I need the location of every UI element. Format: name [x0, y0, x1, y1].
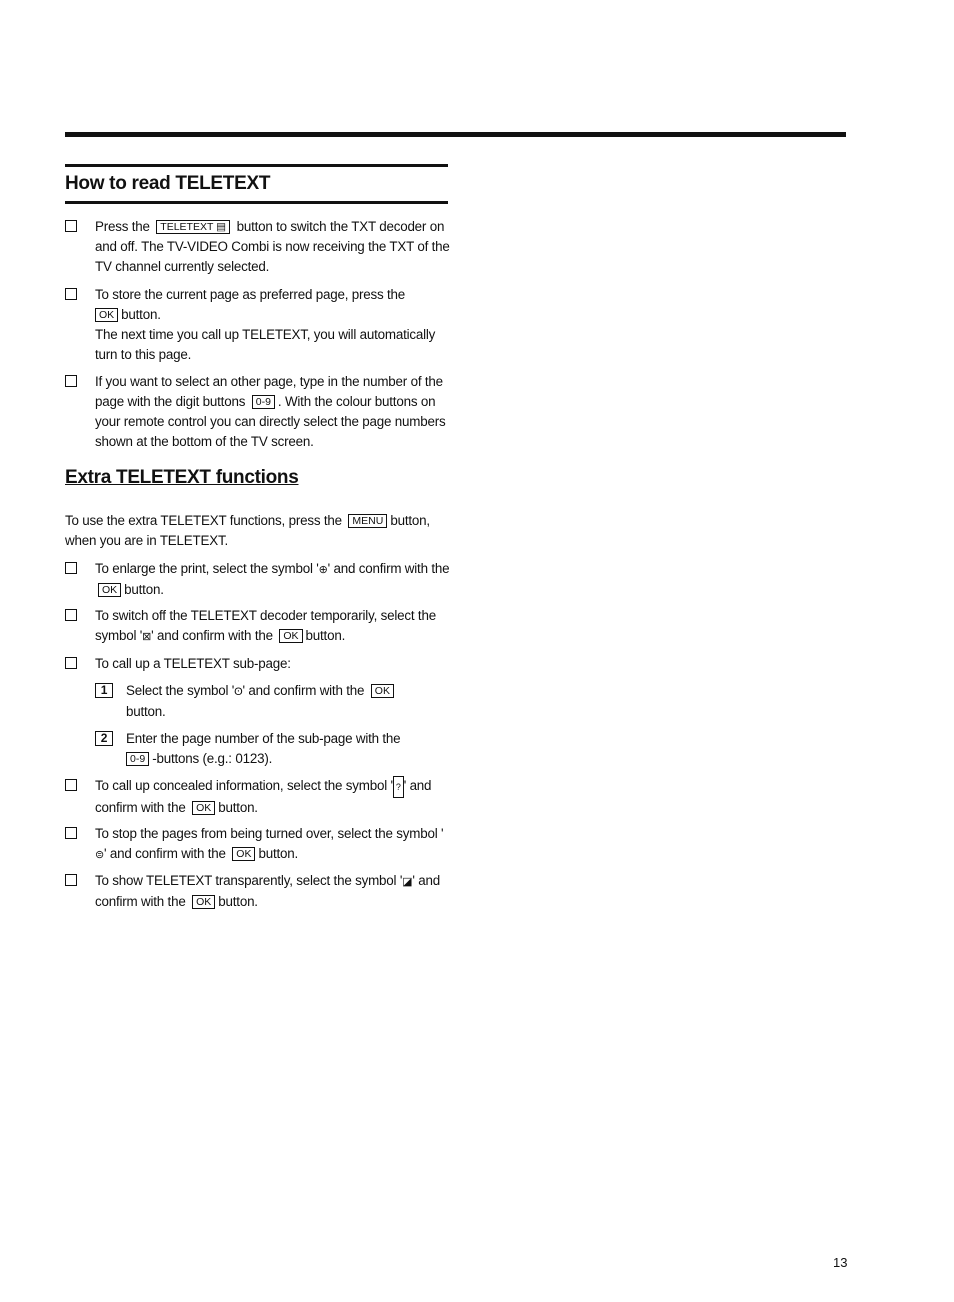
- list-item: If you want to select an other page, type in the number of the page with the digit buttons 0-9 . With the colour buttons on your remote control you can directly select the page numbers shown at the bottom of the TV screen.: [65, 372, 450, 452]
- decoder-off-icon: ⊠: [142, 631, 152, 643]
- menu-key: MENU: [348, 514, 387, 528]
- page-number: 13: [833, 1255, 848, 1270]
- digit-key: 0-9: [252, 395, 275, 409]
- list-item: To switch off the TELETEXT decoder temporarily, select the symbol '⊠' and confirm with the OK button.: [65, 606, 450, 647]
- ok-key: OK: [98, 583, 121, 597]
- heading-rule-bottom: [65, 201, 448, 204]
- ok-key: OK: [192, 895, 215, 909]
- checkbox-bullet: [65, 874, 77, 886]
- list-item: To show TELETEXT transparently, select the symbol '◪' and confirm with the OK button.: [65, 871, 450, 912]
- top-rule: [65, 132, 846, 137]
- ok-key: OK: [192, 801, 215, 815]
- intro-paragraph: To use the extra TELETEXT functions, press the MENU button, when you are in TELETEXT.: [65, 513, 430, 548]
- digit-key: 0-9: [126, 752, 149, 766]
- list-item: To stop the pages from being turned over, select the symbol '⊜' and confirm with the OK button.: [65, 824, 450, 865]
- section-title-read-teletext: How to read TELETEXT: [65, 173, 271, 194]
- heading-rule-top: [65, 164, 448, 167]
- list-item: To store the current page as preferred page, press the OK button. The next time you call up TELETEXT, you will automatically turn to this page.: [65, 285, 450, 365]
- enlarge-icon: ⊕: [318, 564, 328, 576]
- section-title-extra-teletext: Extra TELETEXT functions: [65, 467, 299, 488]
- ok-key: OK: [371, 684, 394, 698]
- numbered-step: 2 Enter the page number of the sub-page with the 0-9 -buttons (e.g.: 0123).: [95, 729, 450, 769]
- mix-icon: ◪: [402, 876, 413, 888]
- checkbox-bullet: [65, 657, 77, 669]
- checkbox-bullet: [65, 220, 77, 232]
- hold-icon: ⊜: [95, 849, 105, 861]
- list-item: Press the TELETEXT ▤ button to switch the TXT decoder on and off. The TV-VIDEO Combi is now receiving the TXT of the TV channel currently selected.: [65, 217, 450, 277]
- subpage-icon: ʘ: [234, 686, 243, 698]
- numbered-step: 1 Select the symbol 'ʘ' and confirm with the OK button.: [95, 681, 450, 722]
- ok-key: OK: [95, 308, 118, 322]
- checkbox-bullet: [65, 779, 77, 791]
- step-number: 1: [95, 683, 113, 698]
- checkbox-bullet: [65, 562, 77, 574]
- list-item: To call up concealed information, select the symbol ' ? ' and confirm with the OK button.: [65, 776, 450, 818]
- ok-key: OK: [232, 847, 255, 861]
- checkbox-bullet: [65, 827, 77, 839]
- checkbox-bullet: [65, 288, 77, 300]
- checkbox-bullet: [65, 609, 77, 621]
- list-item: To call up a TELETEXT sub-page:: [65, 654, 450, 674]
- checkbox-bullet: [65, 375, 77, 387]
- ok-key: OK: [279, 629, 302, 643]
- list-item: To enlarge the print, select the symbol '⊕' and confirm with the OK button.: [65, 559, 450, 600]
- reveal-icon: ?: [393, 776, 404, 798]
- step-number: 2: [95, 731, 113, 746]
- teletext-key: TELETEXT ▤: [156, 220, 230, 234]
